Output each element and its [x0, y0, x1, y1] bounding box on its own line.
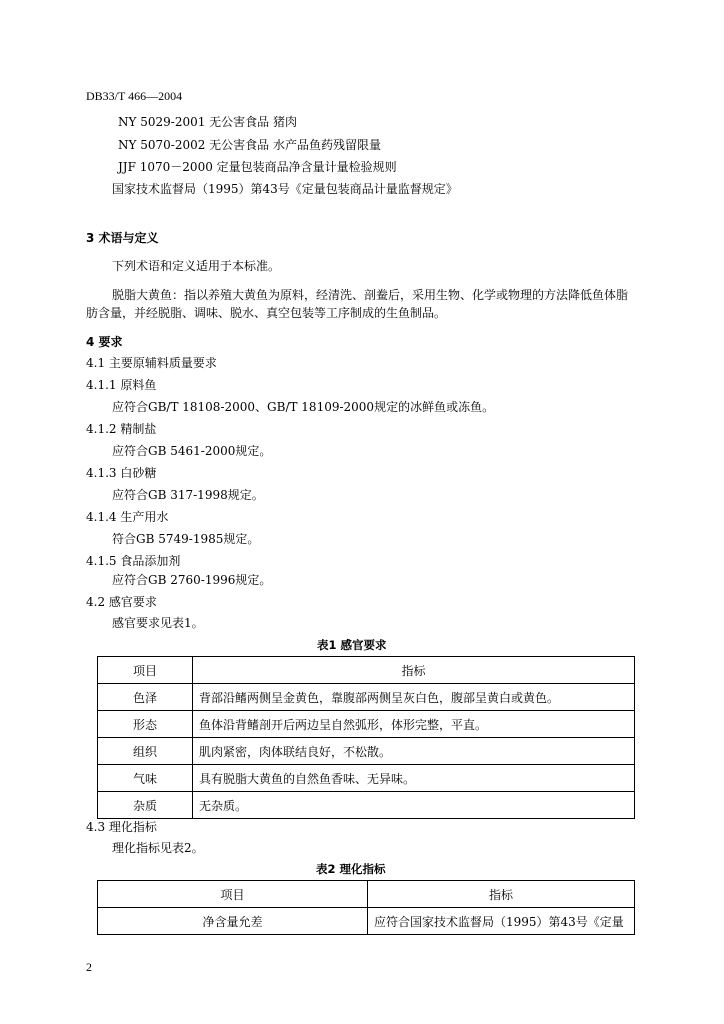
section-4-1-4-text: 符合GB 5749-1985规定。	[112, 532, 260, 546]
table-cell-value: 具有脱脂大黄鱼的自然鱼香味、无异味。	[193, 765, 635, 792]
section-3-title: 3 术语与定义	[86, 231, 159, 245]
definition-line-2: 肪含量，并经脱脂、调味、脱水、真空包装等工序制成的生鱼制品。	[86, 306, 447, 320]
section-4-1: 4.1 主要原辅料质量要求	[86, 356, 217, 370]
section-4-1-4: 4.1.4 生产用水	[86, 510, 169, 524]
table-cell-item: 净含量允差	[98, 908, 368, 935]
section-4-2-text: 感官要求见表1。	[112, 616, 204, 630]
section-4-1-5: 4.1.5 食品添加剂	[86, 554, 181, 568]
table-row	[98, 908, 635, 935]
table-2-caption: 表2 理化指标	[316, 862, 386, 876]
sensory-table	[97, 656, 635, 819]
section-4-1-3-text: 应符合GB 317-1998规定。	[112, 488, 264, 502]
table-cell-item: 杂质	[98, 792, 193, 819]
reference-1: NY 5029-2001 无公害食品 猪肉	[118, 115, 297, 129]
table-cell-value: 鱼体沿背鳍剖开后两边呈自然弧形，体形完整，平直。	[193, 711, 635, 738]
table-cell-value: 应符合国家技术监督局（1995）第43号《定量	[368, 908, 635, 935]
table-row	[98, 765, 635, 792]
table-header-row	[98, 881, 635, 908]
section-4-1-1-text: 应符合GB/T 18108-2000、GB/T 18109-2000规定的冰鲜鱼或冻鱼。	[112, 400, 495, 414]
table-cell-item: 气味	[98, 765, 193, 792]
table-cell-item: 形态	[98, 711, 193, 738]
section-4-1-5-text: 应符合GB 2760-1996规定。	[112, 573, 272, 587]
reference-4: 国家技术监督局（1995）第43号《定量包装商品计量监督规定》	[112, 182, 458, 196]
table-row	[98, 684, 635, 711]
section-4-3: 4.3 理化指标	[86, 820, 157, 834]
table-cell-value: 无杂质。	[193, 792, 635, 819]
table-cell-value: 肌肉紧密，肉体联结良好，不松散。	[193, 738, 635, 765]
physicochemical-table	[97, 880, 635, 935]
table-row	[98, 792, 635, 819]
table-1-caption: 表1 感官要求	[317, 638, 387, 652]
definition-line-1: 脱脂大黄鱼：指以养殖大黄鱼为原料，经清洗、剖鲞后，采用生物、化学或物理的方法降低鱼体脂	[112, 288, 629, 302]
page-number: 2	[86, 960, 92, 974]
section-4-2: 4.2 感官要求	[86, 595, 157, 609]
table-row	[98, 738, 635, 765]
reference-2: NY 5070-2002 无公害食品 水产品鱼药残留限量	[118, 138, 381, 152]
table-header-cell: 指标	[193, 657, 635, 684]
section-4-1-2: 4.1.2 精制盐	[86, 422, 157, 436]
table-header-cell: 指标	[368, 881, 635, 908]
section-4-title: 4 要求	[86, 335, 123, 349]
section-4-1-3: 4.1.3 白砂糖	[86, 466, 157, 480]
document-header: DB33/T 466—2004	[86, 89, 183, 103]
reference-3: JJF 1070－2000 定量包装商品净含量计量检验规则	[118, 160, 397, 174]
table-cell-item: 色泽	[98, 684, 193, 711]
section-4-3-text: 理化指标见表2。	[112, 841, 204, 855]
table-row	[98, 711, 635, 738]
table-cell-item: 组织	[98, 738, 193, 765]
table-header-cell: 项目	[98, 657, 193, 684]
table-cell-value: 背部沿鳍两侧呈金黄色，靠腹部两侧呈灰白色，腹部呈黄白或黄色。	[193, 684, 635, 711]
table-header-row	[98, 657, 635, 684]
section-4-1-1: 4.1.1 原料鱼	[86, 378, 157, 392]
section-4-1-2-text: 应符合GB 5461-2000规定。	[112, 444, 272, 458]
section-3-intro: 下列术语和定义适用于本标准。	[112, 259, 281, 273]
table-header-cell: 项目	[98, 881, 368, 908]
